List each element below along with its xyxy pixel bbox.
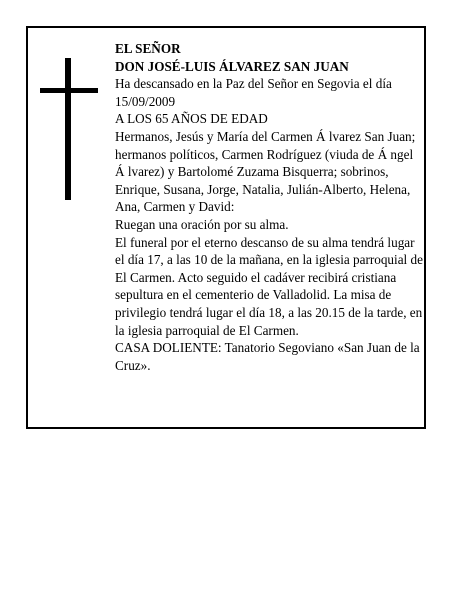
age-line: A LOS 65 AÑOS DE EDAD <box>115 111 268 127</box>
cross-vertical-bar <box>65 58 71 200</box>
latin-cross-icon <box>40 58 98 200</box>
prayer-request: Ruegan una oración por su alma. <box>115 216 289 232</box>
obituary-notice <box>26 26 426 429</box>
notice-title: EL SEÑOR <box>115 41 181 56</box>
notice-text <box>115 40 423 374</box>
family-list: Hermanos, Jesús y María del Carmen Á lvarez San Juan; hermanos políticos, Carmen Rodríguez (viuda de Á ngel Á lvarez) y Bartolomé Zuzama Bisquerra; sobrinos, Enrique, Susana, Jorge, Natalia, Julián-Alberto, Helena, Ana, Carmen y David: <box>115 128 416 215</box>
deceased-name: DON JOSÉ-LUIS ÁLVAREZ SAN JUAN <box>115 58 349 74</box>
death-announcement: Ha descansado en la Paz del Señor en Segovia el día 15/09/2009 <box>115 76 392 109</box>
funeral-home: CASA DOLIENTE: Tanatorio Segoviano «San Juan de la Cruz». <box>115 340 420 373</box>
cross-horizontal-bar <box>40 88 98 93</box>
funeral-details: El funeral por el eterno descanso de su alma tendrá lugar el día 17, a las 10 de la mañana, en la iglesia parroquial de El Carmen. Acto seguido el cadáver recibirá cristiana sepultura en el cementerio de Valladolid. La misa de privilegio tendrá lugar el día 18, a las 20.15 de la tarde, en la iglesia parroquial de El Carmen. <box>115 234 423 338</box>
